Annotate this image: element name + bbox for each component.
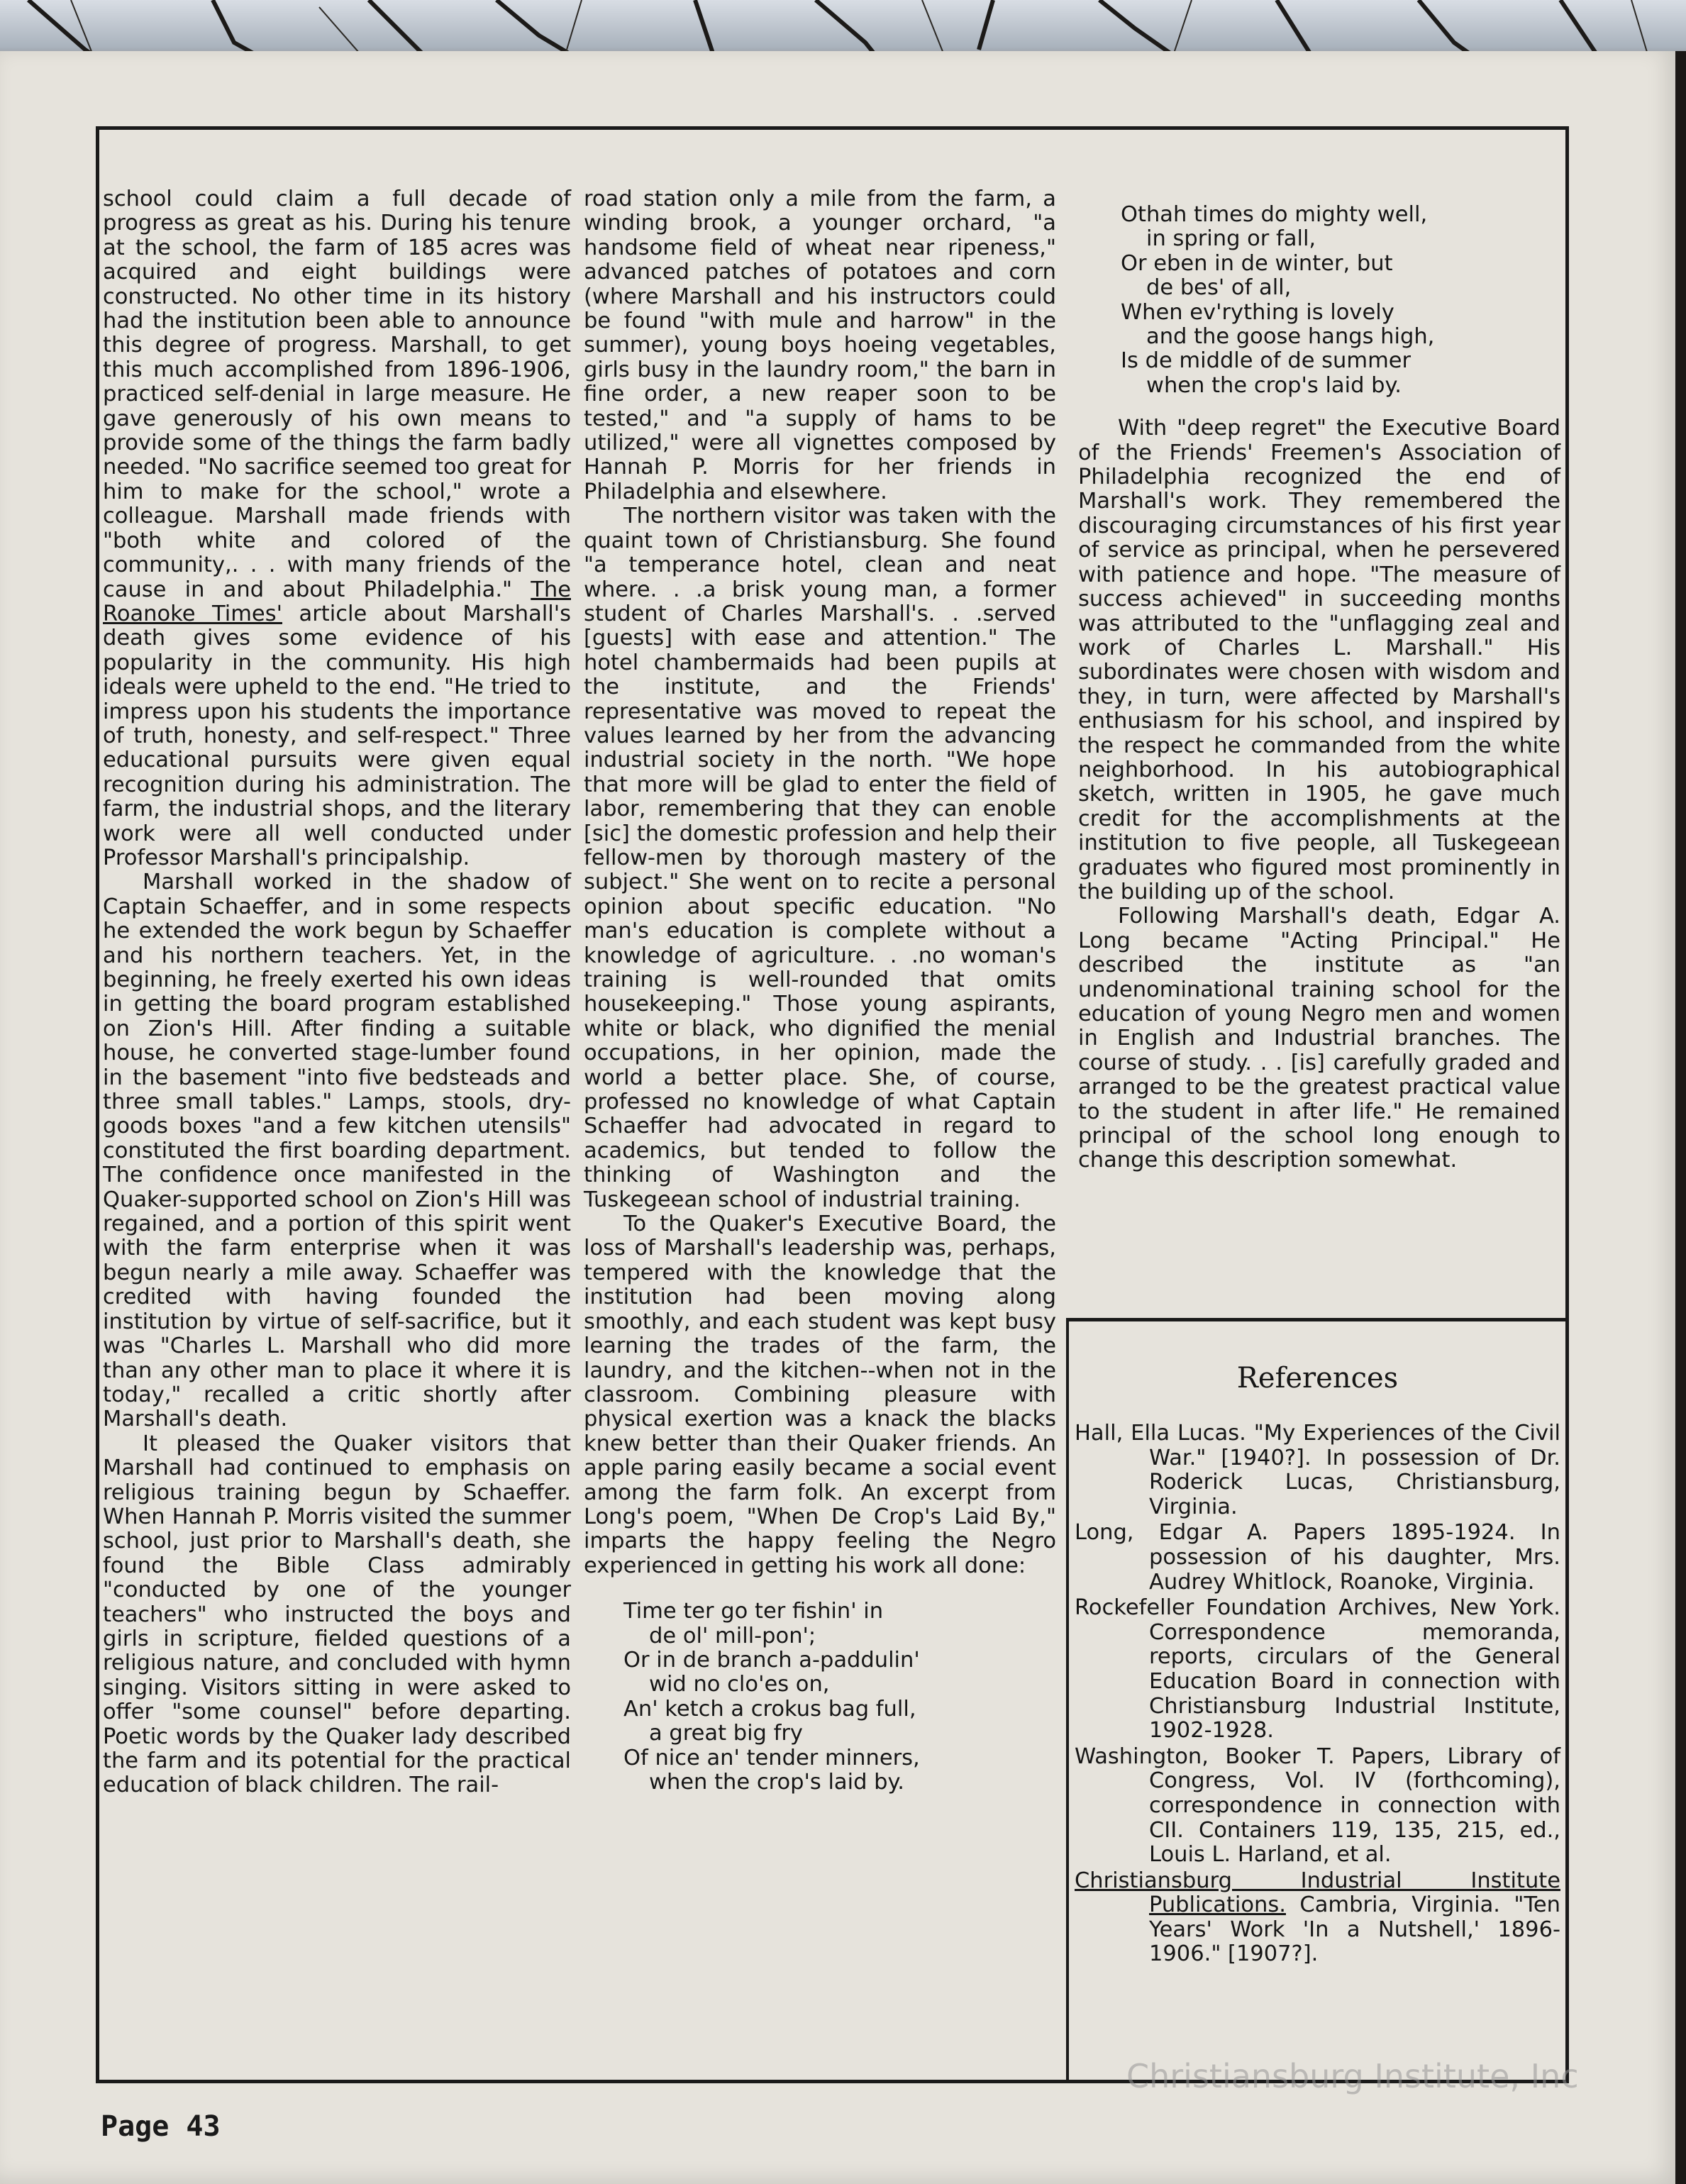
reference-item: Hall, Ella Lucas. "My Experiences of the Civil War." [1940?]. In possession of Dr. Roderick Lucas, Christiansburg, Virginia. <box>1075 1421 1560 1519</box>
references-heading: References <box>1236 1362 1399 1395</box>
poem-line: in spring or fall, <box>1146 226 1316 252</box>
column-1 <box>103 187 571 1798</box>
poem-excerpt-part-1 <box>623 1600 1056 1795</box>
poem-line: and the goose hangs high, <box>1146 324 1435 350</box>
col1-paragraph-2: Marshall worked in the shadow of Captain Schaeffer, and in some respects he extended the work begun by Schaeffer and his northern teachers. Yet, in the beginning, he freely exerted his own ideas in getting the board program established on Zion's Hill. After finding a suitable house, he converted stage-lumber found in the basement "into five bedsteads and three small tables." Lamps, stools, dry-goods boxes "and a few kitchen utensils" constituted the first boarding department. The confidence once manifested in the Quaker-supported school on Zion's Hill was regained, and a portion of this spirit went with the farm enterprise when it was begun nearly a mile away. Schaeffer was credited with having founded the institution by virtue of self-sacrifice, but it was "Charles L. Marshall who did more than any other man to place it where it is today," recalled a critic shortly after Marshall's death. <box>103 870 571 1432</box>
poem-line: when the crop's laid by. <box>649 1770 904 1795</box>
poem-line: Or in de branch a-paddulin' <box>623 1647 920 1673</box>
col1-paragraph-1: school could claim a full decade of progress as great as his. During his tenure at the school, the farm of 185 acres was acquired and eight buildings were constructed. No other time in its history had the institution been able to announce this degree of progress. Marshall, to get this much accomplished from 1896-1906, practiced self-denial in large measure. He gave generously of his own means to provide some of the things the farm badly needed. "No sacrifice seemed too great for him to make for the school," wrote a colleague. Marshall made friends with "both white and colored of the community,. . . with many friends of the cause in and about Philadelphia." The Roanoke Times' article about Marshall's death gives some evidence of his popularity in the community. His high ideals were upheld to the end. "He tried to impress upon his students the importance of truth, honesty, and self-respect." Three educational pursuits were given equal recognition during his administration. The farm, the industrial shops, and the literary work were all well conducted under Professor Marshall's principalship. <box>103 187 571 870</box>
column-2 <box>584 187 1056 1795</box>
poem-line: Is de middle of de summer <box>1121 348 1412 374</box>
poem-excerpt-part-2 <box>1121 203 1560 398</box>
poem-line: When ev'rything is lovely <box>1121 299 1394 325</box>
poem-line: Time ter go ter fishin' in <box>623 1599 884 1624</box>
watermark: Christiansburg Institute, Inc <box>1126 2057 1579 2095</box>
references-divider <box>1066 1318 1569 1321</box>
col1-paragraph-3: It pleased the Quaker visitors that Marshall had continued to emphasis on religious training begun by Schaeffer. When Hannah P. Morris visited the summer school, just prior to Marshall's death, she found the Bible Class admirably "conducted by one of the younger teachers" who instructed the boys and girls in scripture, fielded questions of a religious nature, and concluded with hymn singing. Visitors sitting in were asked to offer "some counsel" before departing. Poetic words by the Quaker lady described the farm and its potential for the practical education of black children. The rail- <box>103 1431 571 1798</box>
reference-title: Christiansburg Industrial Institute Publications. <box>1075 1868 1560 1918</box>
poem-line: de ol' mill-pon'; <box>649 1623 816 1648</box>
page-edge-shadow <box>1675 51 1686 2184</box>
poem-line: Othah times do mighty well, <box>1121 202 1428 227</box>
page-number: Page 43 <box>101 2110 221 2143</box>
col2-paragraph-3: To the Quaker's Executive Board, the loss of Marshall's leadership was, perhaps, tempered with the knowledge that the institution had been moving along smoothly, and each student was kept busy learning the trades of the farm, the laundry, and the kitchen--when not in the classroom. Combining pleasure with physical exertion was a knack the blacks knew better than their Quaker friends. An apple paring easily became a social event among the farm folk. An excerpt from Long's poem, "When De Crop's Laid By," imparts the happy feeling the Negro experienced in getting his work all done: <box>584 1212 1056 1578</box>
poem-line: a great big fry <box>649 1721 803 1746</box>
col3-paragraph-2: Following Marshall's death, Edgar A. Long became "Acting Principal." He described the institute as "an undenominational training school for the education of young Negro men and women in English and Industrial branches. The course of study. . . [is] carefully graded and arranged to be the greatest practical value to the student in after life." He remained principal of the school long enough to change this description somewhat. <box>1078 904 1560 1173</box>
poem-line: Of nice an' tender minners, <box>623 1745 920 1770</box>
poem-line: An' ketch a crokus bag full, <box>623 1696 916 1722</box>
col2-paragraph-2: The northern visitor was taken with the quaint town of Christiansburg. She found "a temperance hotel, clean and neat where. . .a brisk young man, a former student of Charles Marshall's. . .served [guests] with ease and attention." The hotel chambermaids had been pupils at the institute, and the Friends' representative was moved to repeat the values learned by her from the advancing industrial society in the north. "We hope that more will be glad to enter the field of labor, remembering that they can enoble [sic] the domestic profession and help their fellow-men by thorough mastery of the subject." She went on to recite a personal opinion about specific education. "No man's education is complete without a knowledge of agriculture. . .no woman's training is well-rounded that omits housekeeping." Those young aspirants, white or black, who dignified the menial occupations, in her opinion, made the world a better place. She, of course, professed no knowledge of what Captain Schaeffer had advocated in regard to academics, but tended to follow the thinking of Washington and the Tuskegeean school of industrial training. <box>584 504 1056 1212</box>
poem-line: Or eben in de winter, but <box>1121 250 1393 276</box>
reference-item: Washington, Booker T. Papers, Library of Congress, Vol. IV (forthcoming), correspondence in connection with CII. Containers 119, 135, 215, ed., Louis L. Harland, et al. <box>1075 1744 1560 1868</box>
reference-item: Rockefeller Foundation Archives, New York. Correspondence memoranda, reports, circulars of the General Education Board in connection with Christiansburg Industrial Institute, 1902-1928. <box>1075 1595 1560 1744</box>
references-left-rule <box>1066 1318 1069 2083</box>
col3-paragraph-1: With "deep regret" the Executive Board of the Friends' Freemen's Association of Philadelphia recognized the end of Marshall's work. They remembered the discouraging circumstances of his first year of service as principal, when he persevered with patience and hope. "The measure of success achieved" in succeeding months was attributed to the "unflagging zeal and work of Charles L. Marshall." His subordinates were chosen with wisdom and they, in turn, were affected by Marshall's enthusiasm for his school, and inspired by the respect he commanded from the white neighborhood. In his autobiographical sketch, written in 1905, he gave much credit for the accomplishments at the institution to five people, all Tuskegeean graduates who figured most prominently in the building up of the school. <box>1078 416 1560 904</box>
column-3 <box>1078 203 1560 1173</box>
references-section <box>1075 1362 1560 1968</box>
reference-item: Christiansburg Industrial Institute Publications. Cambria, Virginia. "Ten Years' Work 'In a Nutshell,' 1896-1906." [1907?]. <box>1075 1868 1560 1967</box>
poem-line: wid no clo'es on, <box>649 1672 830 1697</box>
col2-paragraph-1: road station only a mile from the farm, a winding brook, a younger orchard, "a handsome field of wheat near ripeness," advanced patches of potatoes and corn (where Marshall and his instructors could be found "with mule and harrow" in the summer), young boys hoeing vegetables, girls busy in the laundry room," the barn in fine order, a new reaper soon to be tested," and "a supply of hams to be utilized," were all vignettes composed by Hannah P. Morris for her friends in Philadelphia and elsewhere. <box>584 187 1056 504</box>
poem-line: de bes' of all, <box>1146 275 1292 301</box>
poem-line: when the crop's laid by. <box>1146 372 1402 398</box>
reference-item: Long, Edgar A. Papers 1895-1924. In possession of his daughter, Mrs. Audrey Whitlock, Roanoke, Virginia. <box>1075 1520 1560 1595</box>
roanoke-times-title: The Roanoke Times' <box>103 577 571 626</box>
